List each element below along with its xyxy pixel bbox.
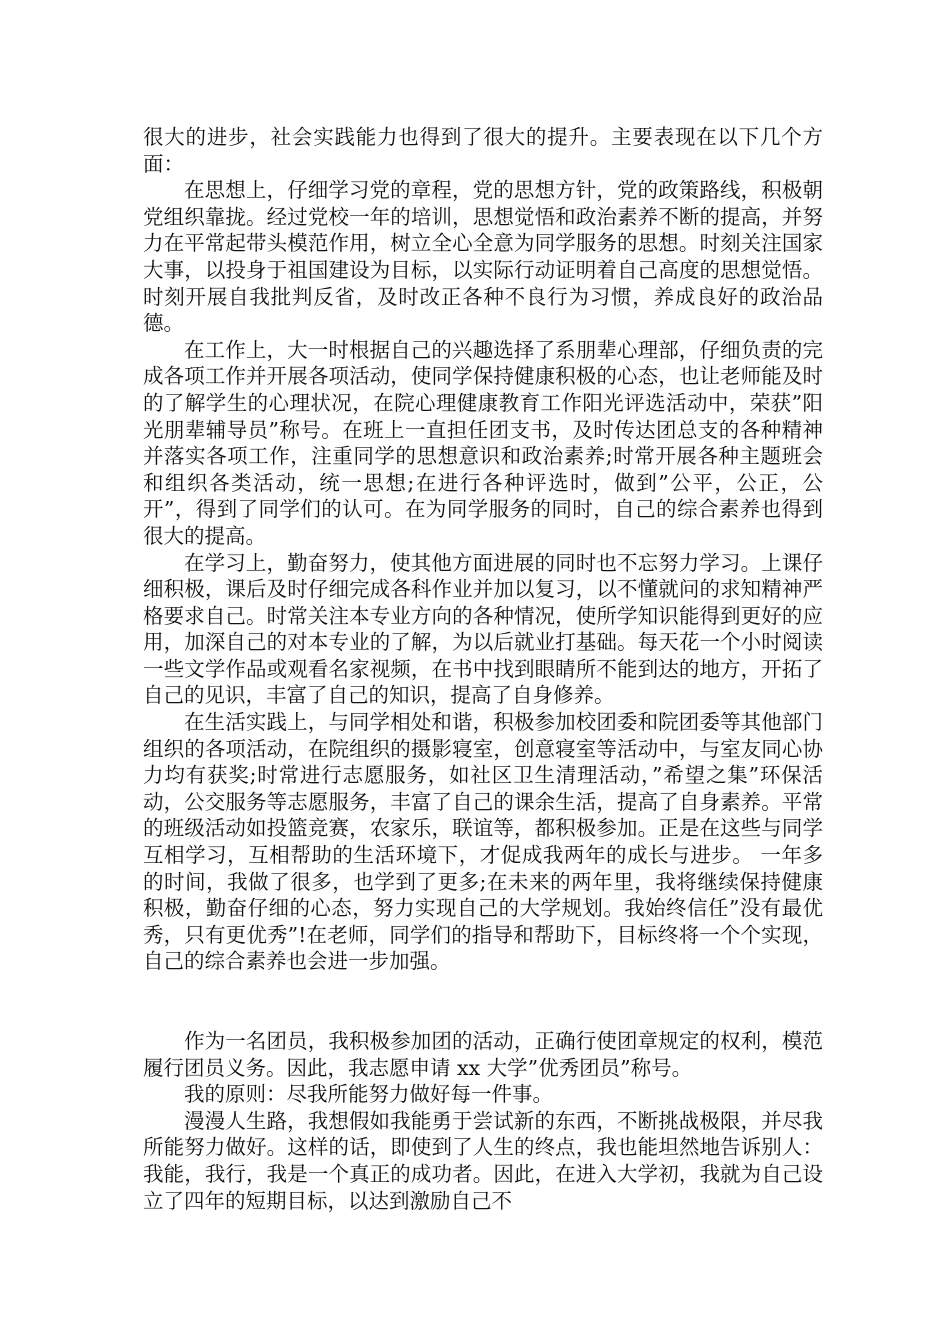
paragraph: 作为一名团员，我积极参加团的活动，正确行使团章规定的权利，模范履行团员义务。因此，我志愿申请 xx 大学”优秀团员”称号。 [143, 1029, 823, 1080]
paragraph: 在思想上，仔细学习党的章程，党的思想方针，党的政策路线，积极朝党组织靠拢。经过党校一年的培训，思想觉悟和政治素养不断的提高，并努力在平常起带头模范作用，树立全心全意为同学服务的思想。时刻关注国家大事，以投身于祖国建设为目标，以实际行动证明着自己高度的思想觉悟。时刻开展自我批判反省，及时改正各种不良行为习惯，养成良好的政治品德。 [143, 178, 823, 336]
paragraph: 我的原则：尽我所能努力做好每一件事。 [184, 1082, 553, 1107]
section-1 [143, 124, 823, 975]
document-body [143, 124, 823, 1214]
paragraph: 在工作上，大一时根据自己的兴趣选择了系朋辈心理部，仔细负责的完成各项工作并开展各项活动，使同学保持健康积极的心态，也让老师能及时的了解学生的心理状况，在院心理健康教育工作阳光评选活动中，荣获”阳光朋辈辅导员”称号。在班上一直担任团支书，及时传达团总支的各种精神并落实各项工作，注重同学的思想意识和政治素养;时常开展各种主题班会和组织各类活动，统一思想;在进行各种评选时，做到”公平，公正，公开”，得到了同学们的认可。在为同学服务的同时，自己的综合素养也得到很大的提高。 [143, 337, 823, 548]
paragraph: 漫漫人生路，我想假如我能勇于尝试新的东西，不断挑战极限，并尽我所能努力做好。这样的话，即使到了人生的终点，我也能坦然地告诉别人：我能，我行，我是一个真正的成功者。因此，在进入大学初，我就为自己设立了四年的短期目标，以达到激励自己不 [143, 1108, 823, 1213]
paragraph: 在生活实践上，与同学相处和谐，积极参加校团委和院团委等其他部门组织的各项活动，在院组织的摄影寝室，创意寝室等活动中，与室友同心协力均有获奖;时常进行志愿服务，如社区卫生清理活动，”希望之集”环保活动，公交服务等志愿服务，丰富了自己的课余生活，提高了自身素养。平常的班级活动如投篮竞赛，农家乐，联谊等，都积极参加。正是在这些与同学互相学习，互相帮助的生活环境下，才促成我两年的成长与进步。 一年多的时间，我做了很多，也学到了更多;在未来的两年里，我将继续保持健康积极，勤奋仔细的心态，努力实现自己的大学规划。我始终信任”没有最优秀，只有更优秀”!在老师，同学们的指导和帮助下，目标终将一个个实现，自己的综合素养也会进一步加强。 [143, 710, 823, 974]
section-2 [143, 1028, 823, 1214]
paragraph: 很大的进步，社会实践能力也得到了很大的提升。主要表现在以下几个方面： [143, 125, 823, 176]
section-spacer [143, 975, 823, 1028]
paragraph: 在学习上，勤奋努力，使其他方面进展的同时也不忘努力学习。上课仔细积极，课后及时仔细完成各科作业并加以复习，以不懂就问的求知精神严格要求自己。时常关注本专业方向的各种情况，使所学知识能得到更好的应用，加深自己的对本专业的了解，为以后就业打基础。每天花一个小时阅读一些文学作品或观看名家视频，在书中找到眼睛所不能到达的地方，开拓了自己的见识，丰富了自己的知识，提高了自身修养。 [143, 550, 823, 708]
